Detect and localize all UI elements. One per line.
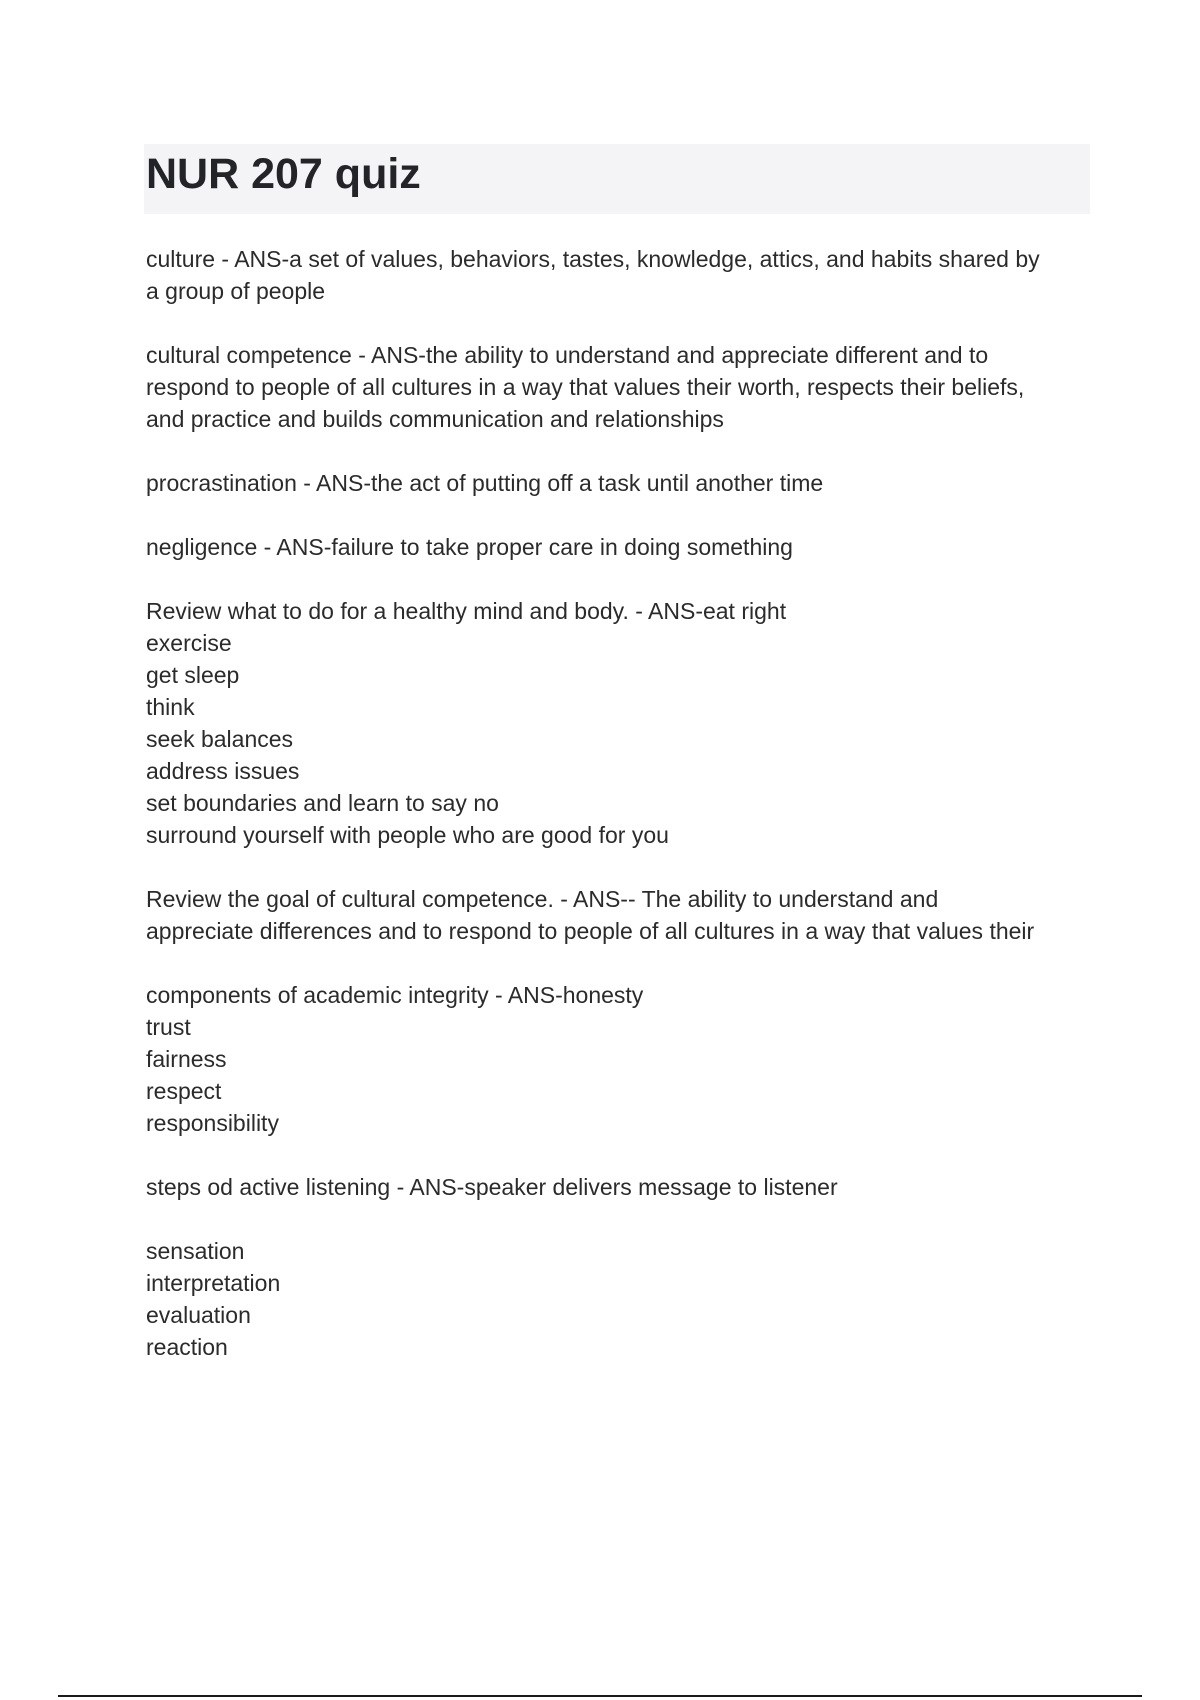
entry-line: a group of people	[146, 278, 326, 304]
entry-line: set boundaries and learn to say no	[146, 790, 499, 816]
entry-line: and practice and builds communication and relationships	[146, 406, 724, 432]
entry-line: Review the goal of cultural competence. - ANS-- The ability to understand and	[146, 886, 939, 912]
entry-line: exercise	[146, 630, 232, 656]
entry-active-listening	[146, 1171, 1096, 1203]
entry-line: address issues	[146, 758, 300, 784]
entry-line: Review what to do for a healthy mind and body. - ANS-eat right	[146, 598, 787, 624]
entry-line: culture - ANS-a set of values, behaviors, tastes, knowledge, attics, and habits shared by	[146, 246, 1040, 272]
entry-line: respect	[146, 1078, 222, 1104]
entry-line: negligence - ANS-failure to take proper care in doing something	[146, 534, 793, 560]
entry-listening-steps	[146, 1235, 1096, 1363]
entry-line: appreciate differences and to respond to people of all cultures in a way that values their	[146, 918, 1035, 944]
entry-line: responsibility	[146, 1110, 279, 1136]
entry-line: steps od active listening - ANS-speaker delivers message to listener	[146, 1174, 838, 1200]
entry-line: procrastination - ANS-the act of putting off a task until another time	[146, 470, 824, 496]
entry-goal-cultural-competence	[146, 883, 1096, 947]
entry-line: respond to people of all cultures in a way that values their worth, respects their beliefs,	[146, 374, 1025, 400]
entry-line: fairness	[146, 1046, 227, 1072]
entry-academic-integrity	[146, 979, 1096, 1139]
entry-line: reaction	[146, 1334, 228, 1360]
entry-line: seek balances	[146, 726, 294, 752]
entry-healthy-mind-body	[146, 595, 1096, 851]
entry-line: evaluation	[146, 1302, 251, 1328]
entry-procrastination	[146, 467, 1096, 499]
entry-line: interpretation	[146, 1270, 281, 1296]
entry-line: cultural competence - ANS-the ability to understand and appreciate different and to	[146, 342, 989, 368]
entry-line: get sleep	[146, 662, 240, 688]
entry-culture	[146, 243, 1096, 307]
entry-negligence	[146, 531, 1096, 563]
qa-list	[146, 243, 1096, 1395]
entry-line: trust	[146, 1014, 191, 1040]
entry-cultural-competence	[146, 339, 1096, 435]
page-title: NUR 207 quiz	[146, 150, 421, 198]
entry-line: sensation	[146, 1238, 245, 1264]
entry-line: components of academic integrity - ANS-honesty	[146, 982, 644, 1008]
footer-divider	[58, 1695, 1142, 1697]
entry-line: surround yourself with people who are good for you	[146, 822, 669, 848]
entry-line: think	[146, 694, 195, 720]
